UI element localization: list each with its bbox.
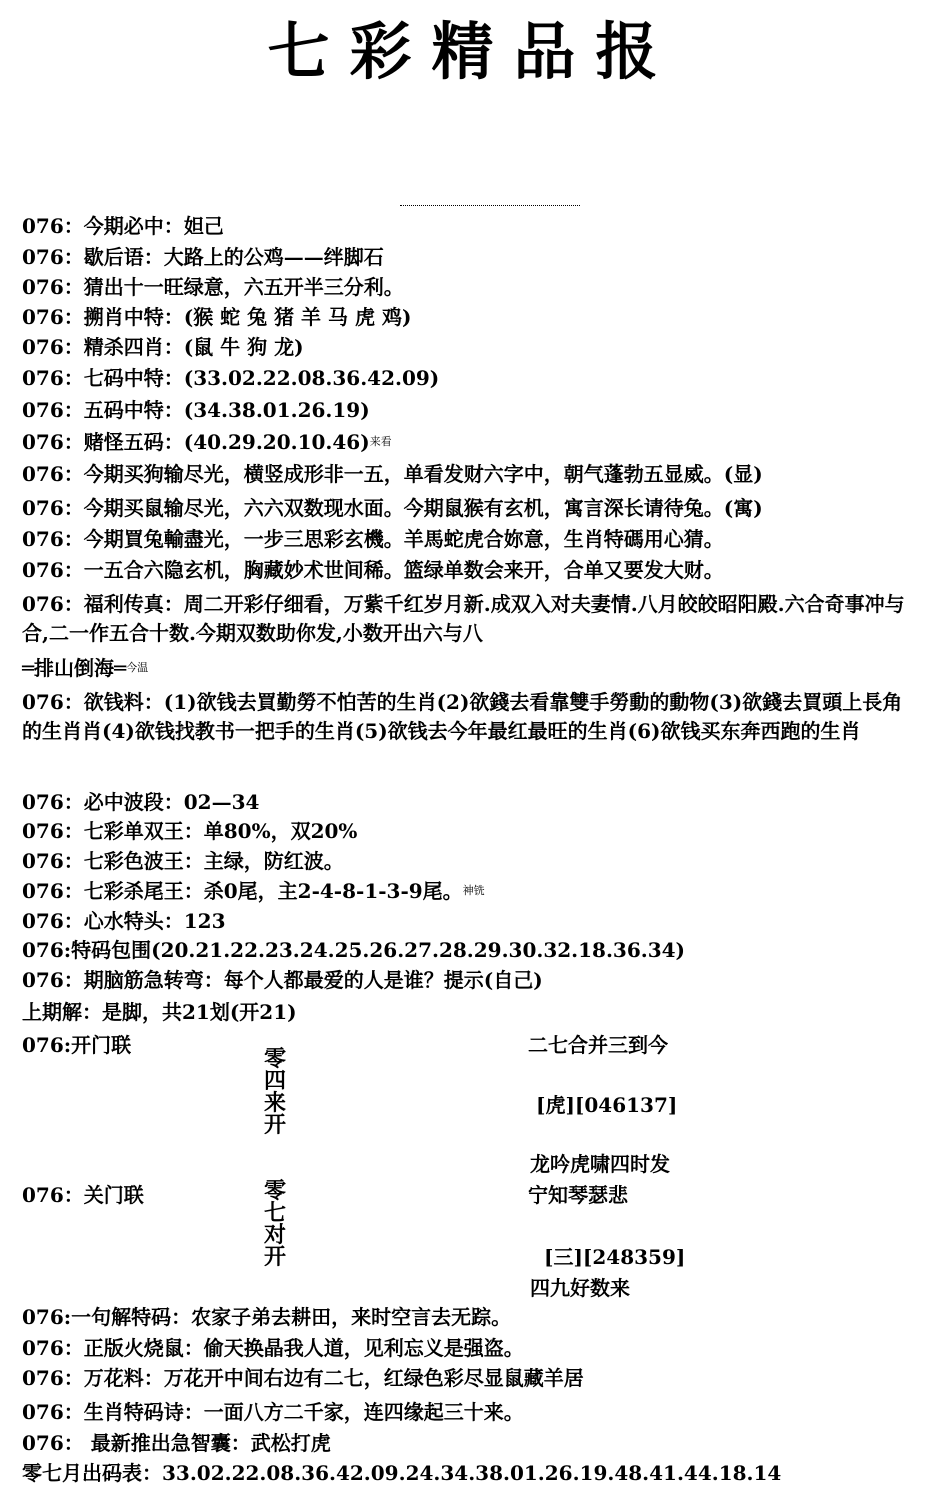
line-shengxiao-shi: 076：生肖特码诗：一面八方二千家，连四缘起三十来。 (22, 1400, 524, 1424)
line-duguai-note: 来看 (369, 435, 392, 448)
guanmen-vertical: 零七对开 (263, 1178, 286, 1270)
line-sebo: 076：七彩色波王：主绿，防红波。 (22, 849, 344, 873)
decorative-dotted-rule (400, 205, 580, 206)
line-duguai (22, 430, 392, 454)
line-tu: 076：今期買兔輸盡光，一步三思彩玄機。羊馬蛇虎合妳意，生肖特碼用心猜。 (22, 527, 724, 551)
kaimen-label: 076:开门联 (22, 1033, 132, 1057)
kaimen-right-1: 二七合并三到今 (528, 1033, 668, 1057)
line-shawei-text: 076：七彩杀尾王：杀0尾，主2-4-8-1-3-9尾。 (22, 879, 463, 903)
kaimen-right-3: 龙吟虎啸四时发 (530, 1152, 670, 1176)
line-shu: 076：今期买鼠输尽光，六六双数现水面。今期鼠猴有玄机，寓言深长请待兔。(寓) (22, 496, 763, 520)
kaimen-vertical: 零四来开 (263, 1046, 286, 1138)
line-shangqi: 上期解：是脚，共21划(开21) (22, 1000, 297, 1024)
section-header (22, 656, 148, 680)
line-boduan: 076：必中波段：02—34 (22, 790, 260, 814)
line-danshuang: 076：七彩单双王：单80%，双20% (22, 819, 358, 843)
line-wuma: 076：五码中特：(34.38.01.26.19) (22, 398, 370, 422)
section-header-text: ═排山倒海═ (22, 656, 127, 680)
line-wanhua: 076：万花料：万花开中间右边有二七，红绿色彩尽显鼠藏羊居 (22, 1366, 584, 1390)
line-baowei: 076:特码包围(20.21.22.23.24.25.26.27.28.29.30.32.18.36.34) (22, 938, 686, 962)
line-shuoxiao: 076：搠肖中特：(猴 蛇 兔 猪 羊 马 虎 鸡) (22, 305, 412, 329)
newspaper-title: 七彩精品报 (267, 15, 678, 88)
line-gou: 076：今期买狗输尽光，横竖成形非一五，单看发财六字中，朝气蓬勃五显威。(显) (22, 462, 763, 486)
line-chumabiao: 零七月出码表：33.02.22.08.36.42.09.24.34.38.01.26.19.48.41.44.18.14 (22, 1461, 782, 1485)
line-zhinang: 076： 最新推出急智囊：武松打虎 (22, 1431, 331, 1455)
line-bizhong: 076：今期必中：妲己 (22, 214, 224, 238)
line-shawei (22, 879, 485, 903)
section-header-note: 今温 (126, 661, 149, 674)
line-huoshao: 076：正版火烧鼠：偷天换晶我人道，见利忘义是强盗。 (22, 1336, 524, 1360)
qianliao-paragraph: 076：欲钱料：(1)欲钱去買勤勞不怕苦的生肖(2)欲錢去看靠雙手勞動的動物(3)欲錢去買頭上長角的生肖肖(4)欲钱找教书一把手的生肖(5)欲钱去今年最红最旺的生肖(6)欲钱买东奔西跑的生肖 (22, 690, 903, 743)
line-shawei-note: 神铣 (462, 884, 485, 897)
kaimen-right-2: [虎][046137] (536, 1093, 678, 1117)
line-tetou: 076：心水特头：123 (22, 909, 226, 933)
line-yiwu: 076：一五合六隐玄机，胸藏妙术世间稀。篮绿单数会来开，合单又要发大财。 (22, 558, 724, 582)
fuli-paragraph: 076：福利传真：周二开彩仔细看，万紫千红岁月新.成双入对夫妻情.八月皎皎昭阳殿.六合奇事冲与合,二一作五合十数.今期双数助你发,小数开出六与八 (22, 592, 905, 645)
guanmen-right-1: 宁知琴瑟悲 (528, 1183, 628, 1207)
line-duguai-text: 076：赌怪五码：(40.29.20.10.46) (22, 430, 370, 454)
line-yiju: 076:一句解特码：农家子弟去耕田，来时空言去无踪。 (22, 1305, 512, 1329)
guanmen-label: 076：关门联 (22, 1183, 144, 1207)
line-qima: 076：七码中特：(33.02.22.08.36.42.09) (22, 366, 440, 390)
line-caichu: 076：猜出十一旺绿意，六五开半三分利。 (22, 275, 404, 299)
guanmen-right-2: [三][248359] (544, 1245, 686, 1269)
line-jingsha: 076：精杀四肖：(鼠 牛 狗 龙) (22, 335, 304, 359)
line-naojin: 076：期脑筋急转弯：每个人都最爱的人是谁？提示(自己) (22, 968, 543, 992)
guanmen-right-3: 四九好数来 (530, 1276, 630, 1300)
line-xiehouyu: 076：歇后语：大路上的公鸡——绊脚石 (22, 245, 384, 269)
